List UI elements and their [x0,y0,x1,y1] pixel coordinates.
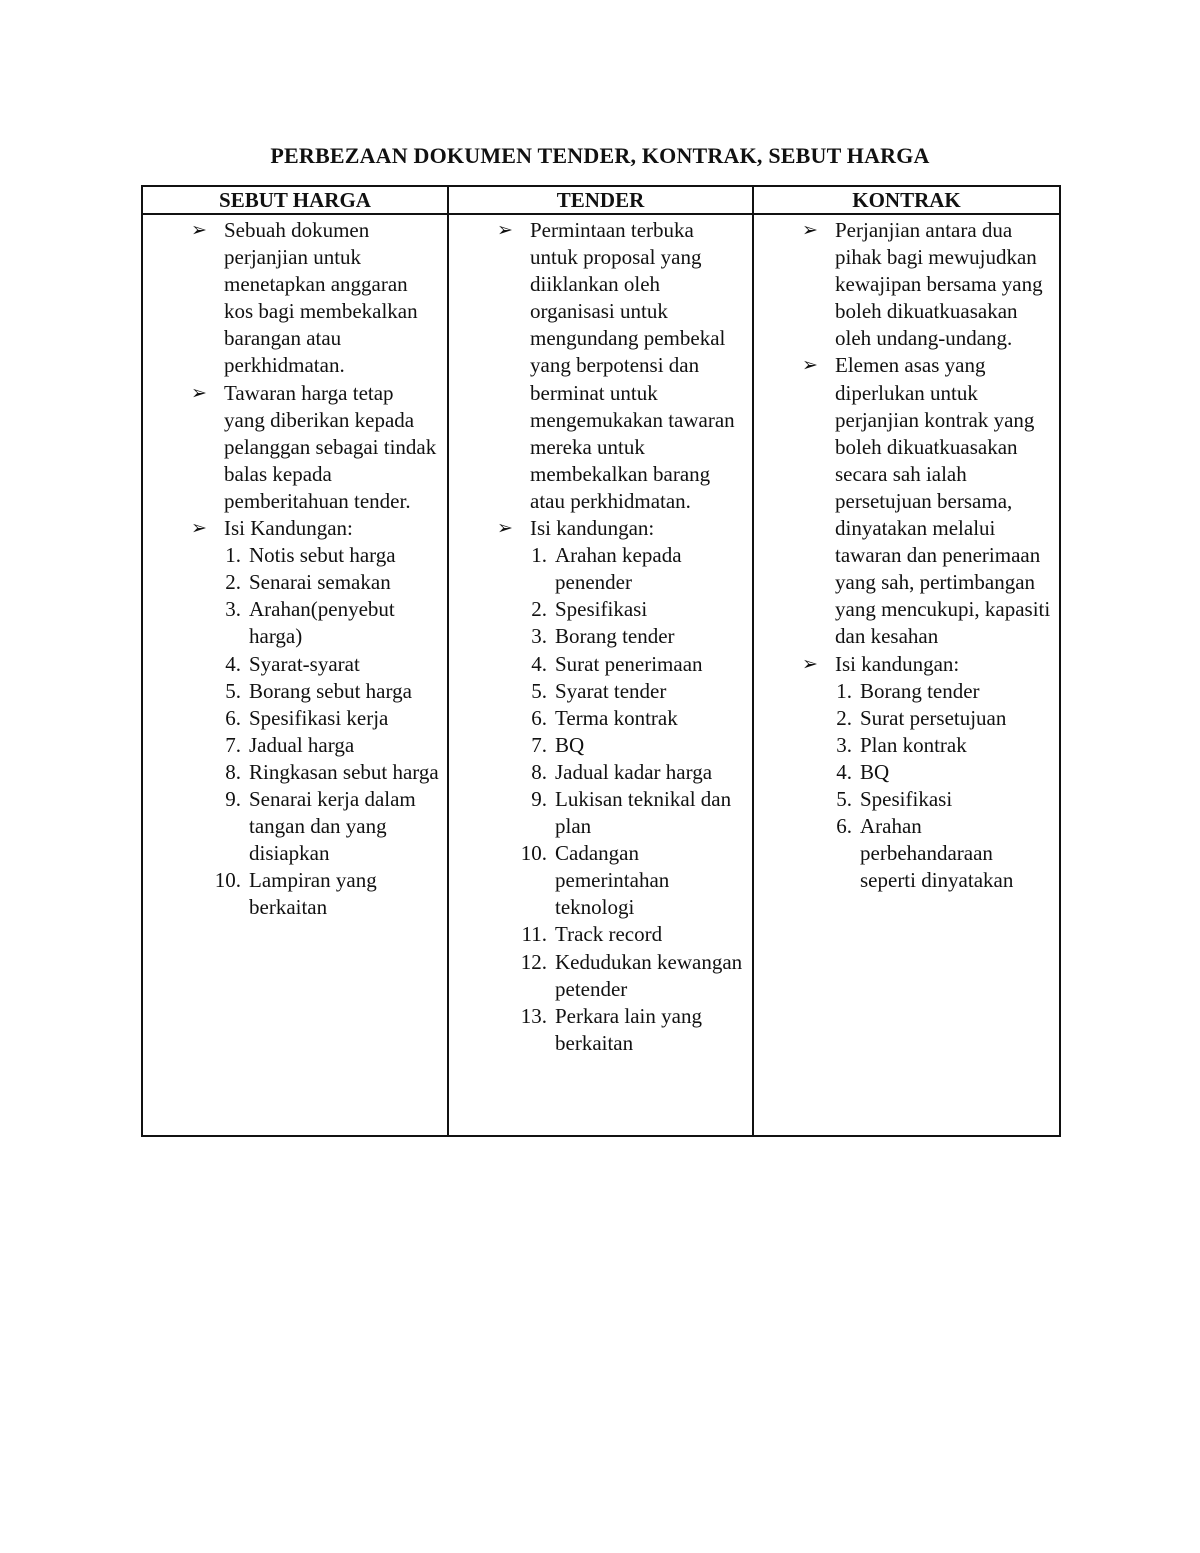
list-item-number: 12. [520,949,547,974]
list-item-text: Borang tender [555,624,675,649]
document-title: PERBEZAAN DOKUMEN TENDER, KONTRAK, SEBUT HARGA [270,143,930,168]
list-item-text: Lampiran yang berkaitan [249,868,377,920]
bullet-text: Sebuah dokumen perjanjian untuk menetapkan anggaran kos bagi membekalkan barangan atau perkhidmatan. [224,218,418,378]
cell-tender [448,214,753,1136]
list-item [457,840,744,921]
bullet-point [151,380,439,515]
arrow-bullet-icon: ➢ [497,518,513,540]
list-item-number: 9. [531,786,547,811]
list-item-text: Arahan kepada penender [555,543,682,595]
list-item [151,759,439,786]
bullet-text: Isi kandungan: [530,516,655,541]
table-body-row [142,214,1060,1136]
list-item [457,596,744,623]
comparison-table [141,185,1061,1137]
list-item [151,596,439,650]
list-item-number: 1. [836,678,852,703]
bullet-point [151,515,439,542]
list-item-text: Plan kontrak [860,732,967,757]
list-item-text: Cadangan pemerintahan teknologi [555,841,670,920]
list-item-text: Arahan(penyebut harga) [249,597,395,649]
list-item [762,705,1051,732]
list-item-number: 1. [531,543,547,568]
list-item [151,569,439,596]
list-item-text: Borang tender [860,678,980,703]
list-item-text: BQ [860,759,890,784]
list-item [457,623,744,650]
list-item [457,1003,744,1057]
list-item-text: Jadual harga [249,732,355,757]
list-item-text: Borang sebut harga [249,678,412,703]
list-item-number: 11. [521,922,547,947]
bullet-point [762,651,1051,678]
cell-sebut-harga [142,214,448,1136]
list-item [151,786,439,867]
list-item [151,867,439,921]
arrow-bullet-icon: ➢ [191,382,207,404]
list-item-text: Surat penerimaan [555,651,703,676]
list-item-number: 4. [225,651,241,676]
list-item-number: 5. [836,786,852,811]
list-item-number: 10. [520,841,547,866]
list-item-text: Lukisan teknikal dan plan [555,786,732,839]
list-item-text: Ringkasan sebut harga [249,759,439,784]
bullet-text: Tawaran harga tetap yang diberikan kepada pelanggan sebagai tindak balas kepada pemberitahuan tender. [224,380,437,513]
list-item [457,678,744,705]
list-item-text: Perkara lain yang berkaitan [555,1003,702,1055]
arrow-bullet-icon: ➢ [802,355,818,377]
list-item [762,678,1051,705]
list-item [151,542,439,569]
list-item-number: 4. [531,651,547,676]
bullet-text: Isi kandungan: [835,651,960,676]
table-header-row [142,186,1060,214]
list-item-text: Syarat-syarat [249,651,360,676]
list-item [457,921,744,948]
list-item [762,813,1051,894]
arrow-bullet-icon: ➢ [191,220,207,241]
arrow-bullet-icon: ➢ [802,653,818,675]
list-item-number: 4. [836,759,852,784]
list-item-text: Spesifikasi kerja [249,705,389,730]
bullet-text: Perjanjian antara dua pihak bagi mewujudkan kewajipan bersama yang boleh dikuatkuasakan oleh undang-undang. [835,218,1043,351]
list-item-number: 2. [836,705,852,730]
list-item-text: BQ [555,732,585,757]
list-item-text: Jadual kadar harga [555,759,713,784]
bullet-text: Elemen asas yang diperlukan untuk perjanjian kontrak yang boleh dikuatkuasakan secara sah ialah persetujuan bersama, dinyatakan melalui tawaran dan penerimaan yang sah, pertimbangan yang mencukupi, kapasiti dan kesahan [835,353,1051,649]
header-sebut-harga: SEBUT HARGA [142,186,448,214]
list-item-number: 2. [225,570,241,595]
bullet-point [762,217,1051,352]
list-item-number: 3. [836,732,852,757]
list-item-text: Terma kontrak [555,705,678,730]
list-item-number: 2. [531,597,547,622]
list-item-number: 5. [225,678,241,703]
list-item-text: Spesifikasi [555,597,648,622]
header-kontrak: KONTRAK [753,186,1060,214]
list-item-number: 6. [836,814,852,839]
list-item [457,759,744,786]
list-item-text: Senarai kerja dalam tangan dan yang disiapkan [249,786,416,866]
list-item-number: 7. [531,732,547,757]
list-item-text: Senarai semakan [249,570,391,595]
bullet-point [762,352,1051,650]
numbered-list [457,542,744,1057]
list-item [457,949,744,1003]
arrow-bullet-icon: ➢ [802,220,818,241]
list-item [151,705,439,732]
list-item-text: Syarat tender [555,678,667,703]
list-item [457,786,744,840]
bullet-text: Permintaan terbuka untuk proposal yang diiklankan oleh organisasi untuk mengundang pembekal yang berpotensi dan berminat untuk mengemukakan tawaran mereka untuk membekalkan barang atau perkhidmatan. [530,218,735,513]
list-item-number: 10. [214,868,241,893]
numbered-list [762,678,1051,895]
list-item-number: 13. [520,1003,547,1028]
list-item-number: 9. [225,786,241,811]
list-item-number: 3. [225,597,241,622]
list-item-text: Arahan perbehandaraan seperti dinyatakan [860,814,1014,893]
list-item-number: 8. [225,759,241,784]
list-item [151,732,439,759]
header-tender: TENDER [448,186,753,214]
list-item [762,786,1051,813]
bullet-point [457,217,744,515]
cell-kontrak [753,214,1060,1136]
list-item [762,732,1051,759]
numbered-list [151,542,439,921]
list-item-text: Spesifikasi [860,786,953,811]
list-item-number: 5. [531,678,547,703]
list-item [457,651,744,678]
arrow-bullet-icon: ➢ [191,518,207,540]
bullet-point [457,515,744,542]
list-item [457,542,744,596]
list-item [457,705,744,732]
list-item-text: Surat persetujuan [860,705,1007,730]
list-item-text: Track record [555,922,663,947]
list-item-number: 6. [225,705,241,730]
list-item-number: 6. [531,705,547,730]
list-item [151,651,439,678]
bullet-text: Isi Kandungan: [224,516,353,541]
list-item [151,678,439,705]
list-item-number: 1. [225,543,241,568]
bullet-point [151,217,439,380]
arrow-bullet-icon: ➢ [497,220,513,241]
list-item-text: Notis sebut harga [249,543,396,568]
list-item-text: Kedudukan kewangan petender [555,949,743,1001]
list-item-number: 3. [531,624,547,649]
list-item-number: 8. [531,759,547,784]
list-item-number: 7. [225,732,241,757]
list-item [457,732,744,759]
list-item [762,759,1051,786]
